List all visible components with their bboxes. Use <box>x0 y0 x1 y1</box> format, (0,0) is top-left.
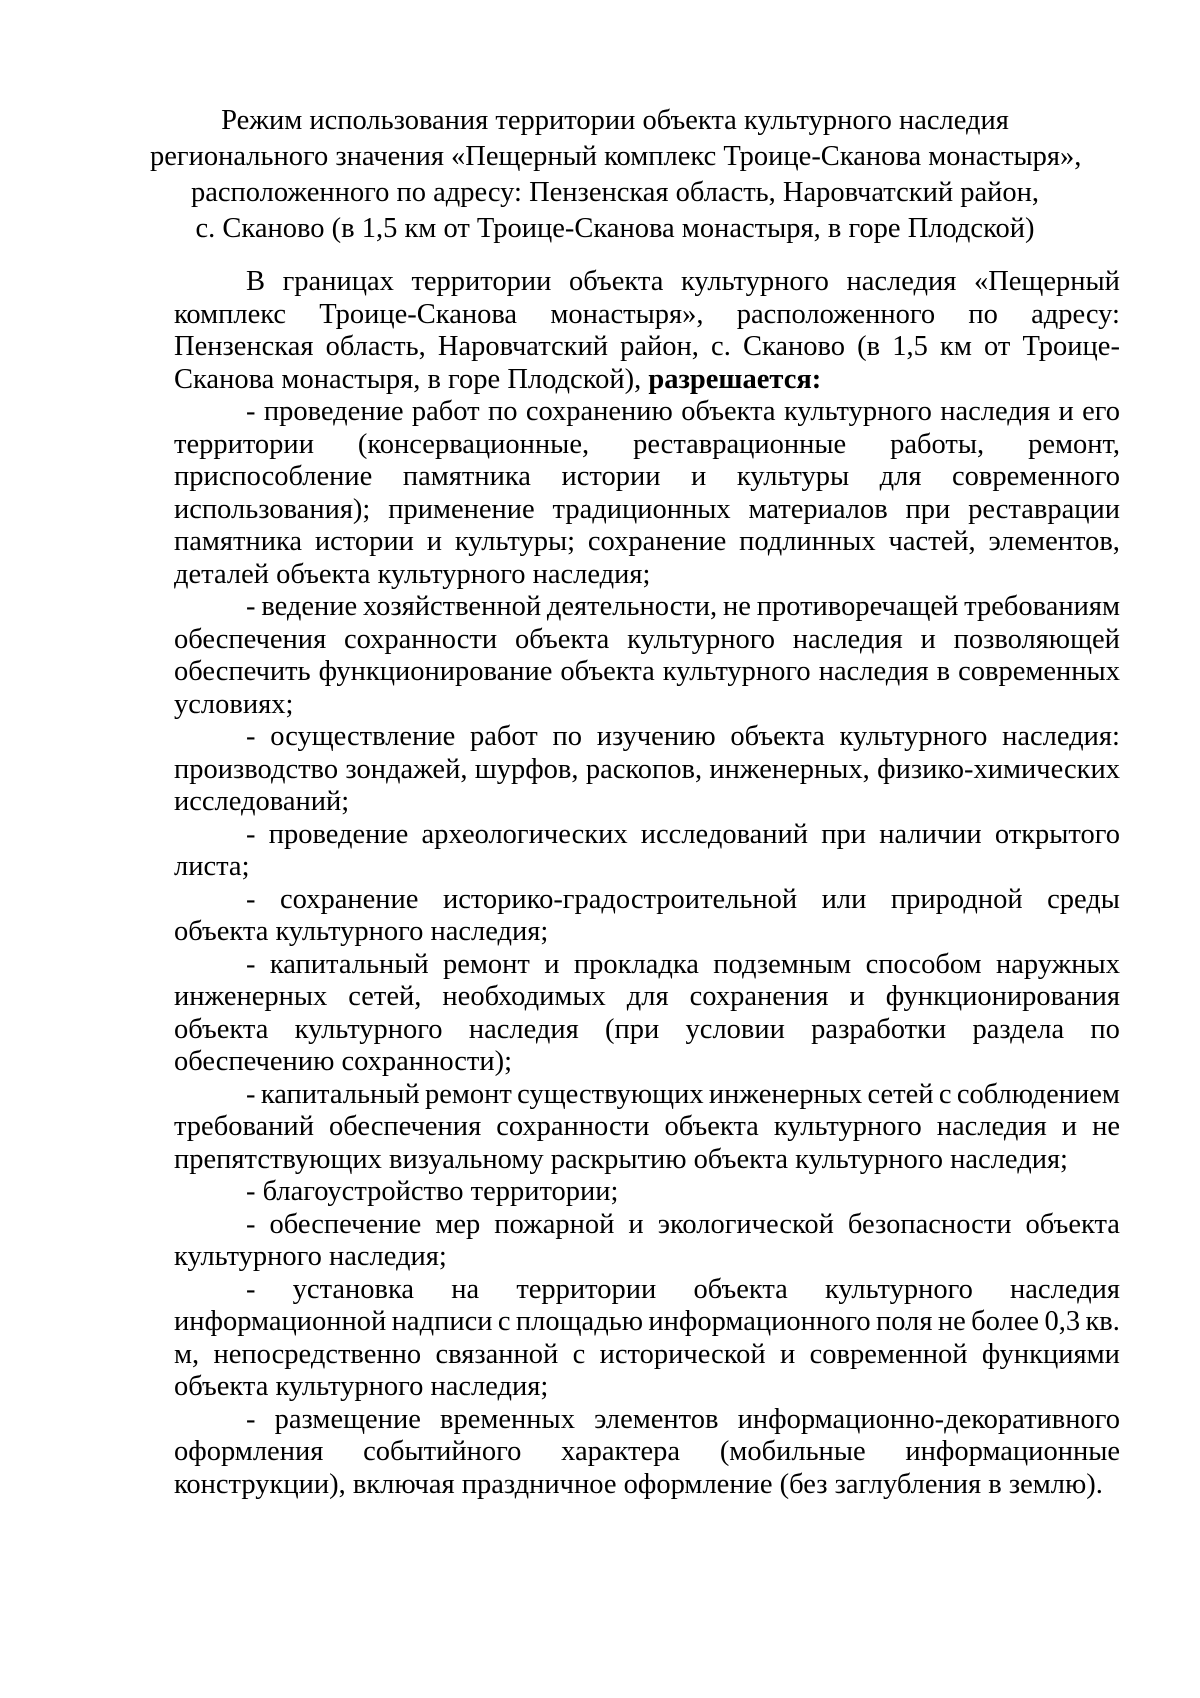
list-item-line: - сохранение историко-градостроительной или природной среды <box>246 883 1120 915</box>
list-item <box>174 1404 1120 1502</box>
list-item-line: объекта культурного наследия; <box>174 916 549 947</box>
list-item-line: обеспечить функционирование объекта культурного наследия в современных <box>174 656 1120 687</box>
list-item-line: культурного наследия; <box>174 1241 447 1272</box>
intro-paragraph <box>174 266 1120 396</box>
list-item-line: - капитальный ремонт и прокладка подземным способом наружных <box>246 948 1120 980</box>
list-item-line: - проведение археологических исследований при наличии открытого <box>246 818 1120 850</box>
list-item-line: оформления событийного характера (мобильные информационные <box>174 1436 1120 1467</box>
list-item-line: объекта культурного наследия (при условии разработки раздела по <box>174 1013 1120 1045</box>
list-item-line: памятника истории и культуры; сохранение подлинных частей, элементов, <box>174 526 1120 557</box>
list-item-line: препятствующих визуальному раскрытию объекта культурного наследия; <box>174 1143 1068 1175</box>
title-line: с. Сканово (в 1,5 км от Троице-Сканова монастыря, в горе Плодской) <box>195 213 1035 244</box>
list-item-line: объекта культурного наследия; <box>174 1371 549 1402</box>
list-item-line: информационной надписи с площадью информационного поля не более 0,3 кв. <box>174 1306 1120 1337</box>
list-item <box>174 396 1120 591</box>
list-item <box>174 884 1120 949</box>
list-item <box>174 721 1120 819</box>
list-item-line: - проведение работ по сохранению объекта культурного наследия и его <box>246 396 1120 427</box>
document-body <box>174 266 1120 1501</box>
list-item <box>174 949 1120 1079</box>
list-item-line: обеспечения сохранности объекта культурного наследия и позволяющей <box>174 623 1120 655</box>
title-line: Режим использования территории объекта культурного наследия <box>221 105 1009 136</box>
list-item-line: требований обеспечения сохранности объекта культурного наследия и не <box>174 1111 1120 1142</box>
list-item-line: - обеспечение мер пожарной и экологической безопасности объекта <box>246 1208 1120 1240</box>
intro-line <box>174 364 1120 397</box>
list-item <box>174 819 1120 884</box>
intro-line: Пензенская область, Наровчатский район, с. Сканово (в 1,5 км от Троице- <box>174 331 1120 362</box>
list-item <box>174 591 1120 721</box>
list-item-line: обеспечению сохранности); <box>174 1046 513 1077</box>
intro-line: комплекс Троице-Сканова монастыря», расположенного по адресу: <box>174 298 1120 330</box>
title-line: расположенного по адресу: Пензенская область, Наровчатский район, <box>190 177 1039 208</box>
document-title <box>150 103 1080 247</box>
list-item-line: конструкции), включая праздничное оформление (без заглубления в землю). <box>174 1468 1103 1500</box>
list-item-line: - осуществление работ по изучению объекта культурного наследия: <box>246 721 1120 752</box>
list-item-line: м, непосредственно связанной с исторической и современной функциями <box>174 1338 1120 1370</box>
intro-text: Сканова монастыря, в горе Плодской), <box>174 363 649 395</box>
intro-line: В границах территории объекта культурного наследия «Пещерный <box>246 266 1120 297</box>
list-item-line: производство зондажей, шурфов, раскопов, инженерных, физико-химических <box>174 753 1120 785</box>
list-item-line: условиях; <box>174 688 294 720</box>
list-item-line: - капитальный ремонт существующих инженерных сетей с соблюдением <box>246 1078 1120 1110</box>
list-item-line: - размещение временных элементов информационно-декоративного <box>246 1403 1120 1435</box>
title-line: регионального значения «Пещерный комплекс Троице-Сканова монастыря», <box>150 141 1082 172</box>
list-item <box>174 1209 1120 1274</box>
list-item-line: использования); применение традиционных материалов при реставрации <box>174 493 1120 525</box>
list-item-line: инженерных сетей, необходимых для сохранения и функционирования <box>174 981 1120 1012</box>
list-item-line: территории (консервационные, реставрационные работы, ремонт, <box>174 428 1120 460</box>
allowed-label: разрешается: <box>648 363 822 395</box>
list-item-line: исследований; <box>174 786 350 817</box>
list-item <box>174 1274 1120 1404</box>
list-item-line: листа; <box>174 851 250 882</box>
list-item-line: - благоустройство территории; <box>246 1176 619 1207</box>
list-item-line: - ведение хозяйственной деятельности, не противоречащей требованиям <box>246 591 1120 622</box>
list-item-line: - установка на территории объекта культурного наследия <box>246 1273 1120 1305</box>
list-item <box>174 1079 1120 1177</box>
list-item-line: деталей объекта культурного наследия; <box>174 558 651 590</box>
list-item-line: приспособление памятника истории и культуры для современного <box>174 461 1120 492</box>
list-item <box>174 1176 1120 1209</box>
allowed-activities-list <box>174 396 1120 1501</box>
